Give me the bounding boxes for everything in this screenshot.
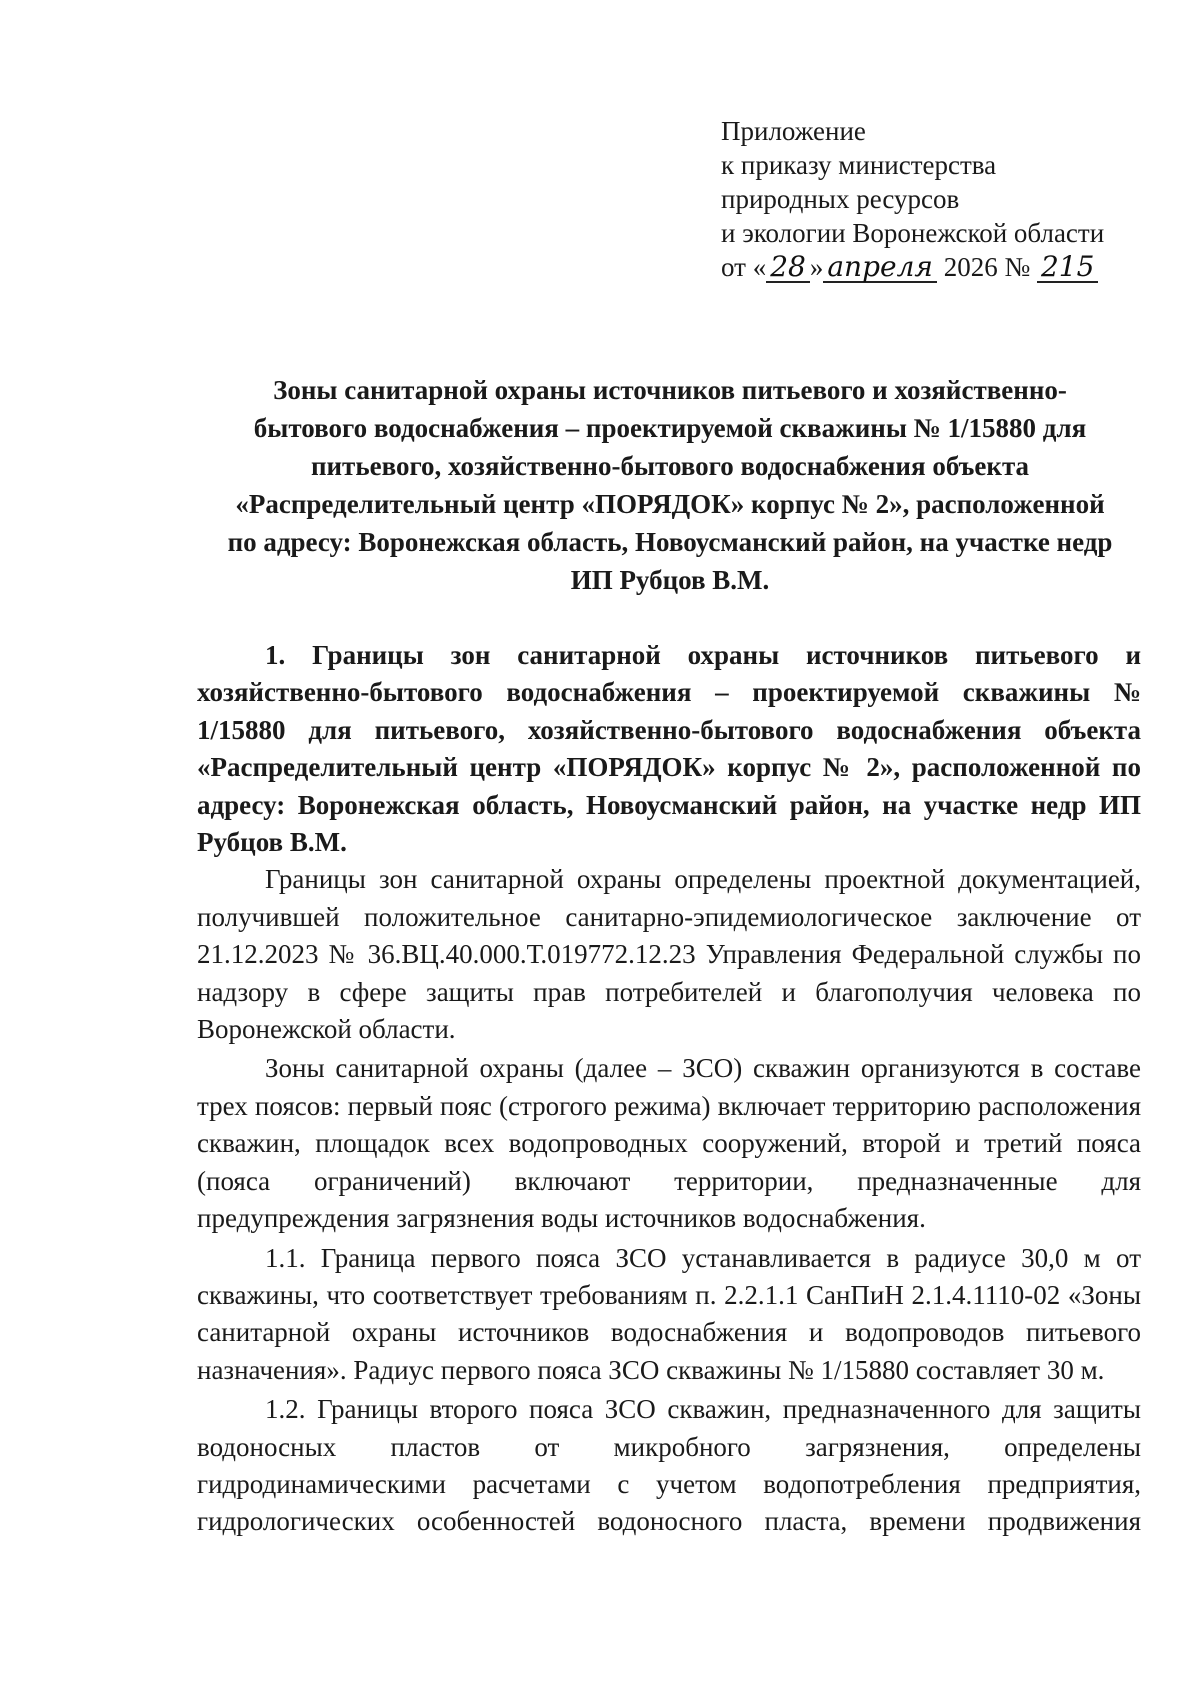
appendix-line: природных ресурсов [721, 184, 960, 214]
appendix-line: к приказу министерства [721, 150, 997, 180]
appendix-line: и экологии Воронежской области [721, 218, 1105, 248]
document-title [190, 371, 1150, 599]
date-year: 2026 № [943, 252, 1031, 282]
title-line: «Распределительный центр «ПОРЯДОК» корпус № 2», расположенной [235, 489, 1105, 519]
handwritten-month: апреля [823, 253, 937, 283]
handwritten-order-number: 215 [1037, 253, 1098, 283]
appendix-block [721, 114, 1161, 284]
appendix-line: Приложение [721, 116, 866, 146]
order-date-line [721, 250, 1161, 284]
date-prefix: от « [721, 252, 767, 282]
title-line: питьевого, хозяйственно-бытового водоснабжения объекта [310, 451, 1030, 481]
paragraph-1-1: 1.1. Граница первого пояса ЗСО устанавливается в радиусе 30,0 м от скважины, что соответствует требованиям п. 2.2.1.1 СанПиН 2.1.4.1110-02 «Зоны санитарной охраны источников водоснабжения и водопроводов питьевого назначения». Радиус первого пояса ЗСО скважины № 1/15880 составляет 30 м. [197, 1242, 1141, 1385]
handwritten-day: 28 [766, 253, 810, 283]
paragraph-boundaries: Границы зон санитарной охраны определены проектной документацией, получившей положительное санитарно-эпидемиологическое заключение от 21.12.2023 № 36.ВЦ.40.000.Т.019772.12.23 Управления Федеральной службы по надзору в сфере защиты прав потребителей и благополучия человека по Воронежской области. [197, 864, 1141, 1045]
section-1-heading: 1. Границы зон санитарной охраны источников питьевого и хозяйственно-бытового водоснабжения – проектируемой скважины № 1/15880 для питьевого, хозяйственно-бытового водоснабжения объекта «Распределительный центр «ПОРЯДОК» корпус № 2», расположенной по адресу: Воронежская область, Новоусманский район, на участке недр ИП Рубцов В.М. [197, 640, 1141, 858]
title-line: по адресу: Воронежская область, Новоусманский район, на участке недр [227, 527, 1113, 557]
paragraph-zso-belts: Зоны санитарной охраны (далее – ЗСО) скважин организуются в составе трех поясов: первый пояс (строгого режима) включает территорию расположения скважин, площадок всех водопроводных сооружений, второй и третий пояса (пояса ограничений) включают территории, предназначенные для предупреждения загрязнения воды источников водоснабжения. [197, 1053, 1141, 1234]
date-mid: » [809, 252, 824, 282]
title-line: Зоны санитарной охраны источников питьевого и хозяйственно- [273, 375, 1067, 405]
paragraph-1-2: 1.2. Границы второго пояса ЗСО скважин, предназначенного для защиты водоносных пластов от микробного загрязнения, определены гидродинамическими расчетами с учетом водопотребления предприятия, гидрологических особенностей водоносного пласта, времени продвижения [197, 1394, 1141, 1537]
title-line: бытового водоснабжения – проектируемой скважины № 1/15880 для [253, 413, 1087, 443]
title-line: ИП Рубцов В.М. [570, 565, 770, 595]
document-body [197, 637, 1141, 1541]
